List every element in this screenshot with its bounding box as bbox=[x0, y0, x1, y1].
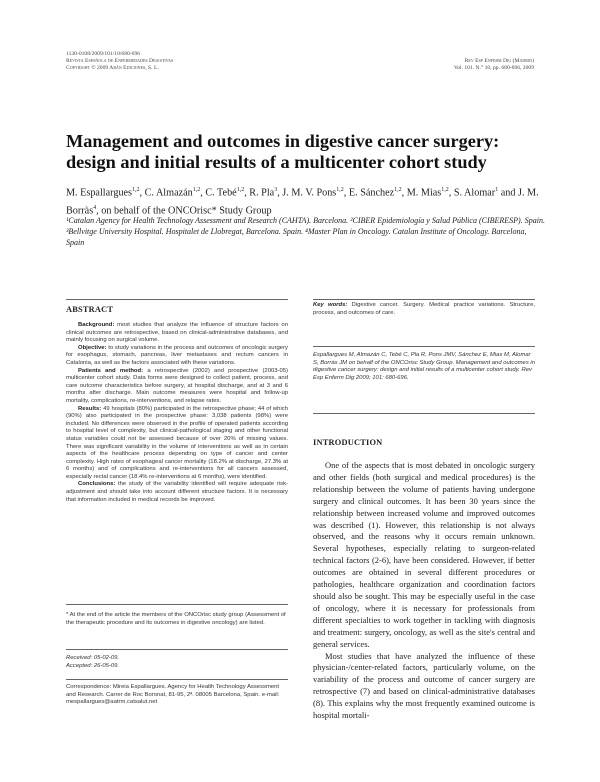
journal-header-right bbox=[454, 58, 534, 72]
author-separator: , bbox=[343, 187, 349, 199]
abstract-label: Patients and method: bbox=[78, 367, 144, 374]
author-separator: , bbox=[200, 187, 206, 199]
abstract-paragraph bbox=[66, 322, 288, 345]
correspondence-rule bbox=[66, 679, 288, 680]
author-affiliation-mark: 4 bbox=[93, 204, 97, 211]
intro-paragraph: Most studies that have analyzed the influence of these physician-/center-related factors, particularly volume, on the variability of the process and outcome of cancer surgery are retrospective (7) and based on clinical-administrative databases (8). This explains why the most frequently examined outcome is hospital mortali- bbox=[313, 650, 535, 721]
author-separator: , bbox=[277, 187, 283, 199]
abstract-text: a retrospective (2002) and prospective (2003-05) multicenter cohort study. Data forms were designed to collect patient, process, and care outcome characteristics before surgery, at hospital discharge, and at 3 and 6 months after discharge. Main outcome measures were hospital and follow-up mortality, complications, re-interventions, and relapse rates. bbox=[66, 367, 288, 404]
author-name: C. Tebé bbox=[205, 187, 237, 199]
article-title: Management and outcomes in digestive cancer surgery: design and initial results of a multicenter cohort study bbox=[66, 131, 500, 172]
author-affiliation-mark: 1,2 bbox=[192, 187, 201, 193]
author-name: J. M. Borràs bbox=[66, 187, 539, 217]
accepted-date: Accepted: 26-05-09. bbox=[66, 662, 120, 669]
author-affiliation-mark: 1,2 bbox=[236, 187, 245, 193]
intro-top-rule bbox=[313, 413, 535, 414]
correspondence: Correspondence: Mireia Espallargues. Agency for Health Technology Assessment and Research. Carrer de Roc Boronat, 81-95, 2ª. 08005 Barcelona, Spain. e-mail: mespallargues@aatrm.catsalut.net bbox=[66, 684, 280, 706]
affiliations: ¹Catalan Agency for Health Technology Assessment and Research (CAHTA). Barcelona. ²CIBER Epidemiología y Salud Pública (CIBERESP). Spain. ³Bellvitge University Hospital. Hospitalet de Llobregat, Barcelona. Spain. ⁴Master Plan in Oncology. Catalan Institute of Oncology. Barcelona, Spain bbox=[66, 216, 545, 247]
author-affiliation-mark: 1,2 bbox=[394, 187, 402, 193]
author-name: R. Pla bbox=[249, 187, 275, 199]
introduction-body bbox=[313, 460, 535, 722]
citation-rule bbox=[313, 346, 535, 347]
issn-line: 1130-0108/2009/101/10/680-696 bbox=[66, 51, 141, 57]
copyright-line: Copyright © 2009 Arán Ediciones, S. L. bbox=[66, 65, 159, 71]
abstract-text: most studies that analyze the influence of structure factors on clinical outcomes are retrospective, based on clinical-administrative databases, and mainly focusing on surgical volume. bbox=[66, 322, 288, 344]
abstract-paragraph bbox=[66, 368, 288, 406]
author-name: E. Sánchez bbox=[348, 187, 395, 199]
author-affiliation-mark: 1,2 bbox=[132, 187, 140, 193]
journal-abbrev: Rev Esp Enferm Dig (Madrid) bbox=[464, 58, 534, 64]
author-separator: , bbox=[139, 187, 145, 199]
keywords-top-rule bbox=[313, 299, 535, 300]
keywords-text: Digestive cancer. Surgery. Medical practice variations. Structure, process, and outcomes of care. bbox=[313, 302, 535, 316]
abstract-heading: ABSTRACT bbox=[66, 305, 114, 314]
author-separator: , on behalf of the ONCOrisc* Study Group bbox=[96, 205, 272, 217]
keywords bbox=[313, 302, 535, 317]
author-name: M. Mias bbox=[406, 187, 442, 199]
author-separator: , bbox=[244, 187, 250, 199]
author-name: J. M. V. Pons bbox=[282, 187, 337, 199]
abstract-text: to study variations in the process and outcomes of oncologic surgery for esophagus, stomach, pancreas, liver metastases and rectum cancers in Catalonia, as well as the factors associated with these variations. bbox=[66, 344, 288, 366]
author-affiliation-mark: 3 bbox=[274, 187, 278, 193]
footnote-rule bbox=[66, 604, 288, 605]
abstract-paragraph bbox=[66, 481, 288, 504]
author-separator: , bbox=[448, 187, 454, 199]
citation: Espallargues M, Almazán C, Tebé C, Pla R, Pons JMV, Sánchez E, Mias M, Alomar S, Borràs JM on behalf of the ONCOrisc Study Group. Management and outcomes in digestive cancer surgery: design and initial results of a multicenter cohort study. Rev Esp Enferm Dig 2009; 101: 680-696. bbox=[313, 352, 535, 381]
abstract-label: Results: bbox=[78, 405, 102, 412]
journal-header-left bbox=[66, 51, 173, 72]
author-affiliation-mark: 1 bbox=[495, 187, 499, 193]
author-separator: , bbox=[401, 187, 407, 199]
author-name: C. Almazán bbox=[144, 187, 193, 199]
received-accepted bbox=[66, 655, 288, 670]
keywords-label: Key words: bbox=[313, 302, 348, 308]
abstract-label: Conclusions: bbox=[78, 481, 116, 488]
introduction-heading: INTRODUCTION bbox=[313, 438, 383, 447]
abstract-text: 49 hospitals (80%) participated in the retrospective phase; 44 of which (90%) also participated in the prospective phase: 3,038 patients (98%) were included. No differences were observed in the profile of operated patients according to hospital level of complexity, but clinical-pathological staging and other functional status variables could not be assessed because of over 20% of missing values. There was significant variability in the volume of interventions as well as in certain aspects of the healthcare process depending on type of cancer and center complexity. High rates of esophageal cancer mortality (18.2% at discharge, 27.3% at 6 months) and of complications and re-interventions for all cancers assessed, especially rectal cancer (18.4% re-interventions at 6 months), were identified. bbox=[66, 405, 288, 480]
author-affiliation-mark: 1,2 bbox=[336, 187, 344, 193]
abstract-top-rule bbox=[66, 299, 288, 300]
abstract-text: the study of the variability identified will require adequate risk-adjustment and should take into account different structure factors. It is necessary that information included in medical records be improved. bbox=[66, 481, 288, 503]
author-separator: and bbox=[498, 187, 518, 199]
author-list bbox=[66, 183, 546, 219]
volume-pages: Vol. 101. N.° 10, pp. 680-696, 2009 bbox=[453, 65, 534, 71]
intro-paragraph: One of the aspects that is most debated in oncologic surgery and other fields (both surgical and medical procedures) is the relationship between the volume of patients having undergone surgery and clinical outcomes. It has been 30 years since the relationship between increased volume and improved outcomes was described (1). However, this relationship is not always observed, and the reasons why it occurs remain unknown. Several hypotheses, especially relating to surgeon-related technical factors (2-6), have been considered. However, if better outcomes are obtained in several different procedures or pathologies, healthcare organization and coordination factors should also be sought. This may be especially useful in the case of oncology, where it is necessary for professionals from different specialties to work together in tackling with diagnosis and treatment: surgery, oncology, as well as the site's central and general services. bbox=[313, 460, 535, 649]
abstract-paragraph bbox=[66, 406, 288, 482]
author-name: S. Alomar bbox=[453, 187, 496, 199]
author-name: M. Espallargues bbox=[66, 187, 133, 199]
dates-rule bbox=[66, 649, 288, 650]
study-group-footnote: * At the end of the article the members of the ONCOrisc study group (Assessment of the therapeutic procedure and its outcomes in digestive oncology) are listed. bbox=[66, 612, 286, 626]
abstract-body bbox=[66, 322, 288, 504]
journal-name: Revista Española de Enfermedades Digestivas bbox=[66, 58, 174, 64]
abstract-label: Background: bbox=[78, 322, 115, 328]
author-affiliation-mark: 1,2 bbox=[441, 187, 449, 193]
received-date: Received: 05-02-09. bbox=[66, 655, 120, 661]
abstract-label: Objective: bbox=[78, 344, 107, 351]
abstract-paragraph bbox=[66, 345, 288, 368]
